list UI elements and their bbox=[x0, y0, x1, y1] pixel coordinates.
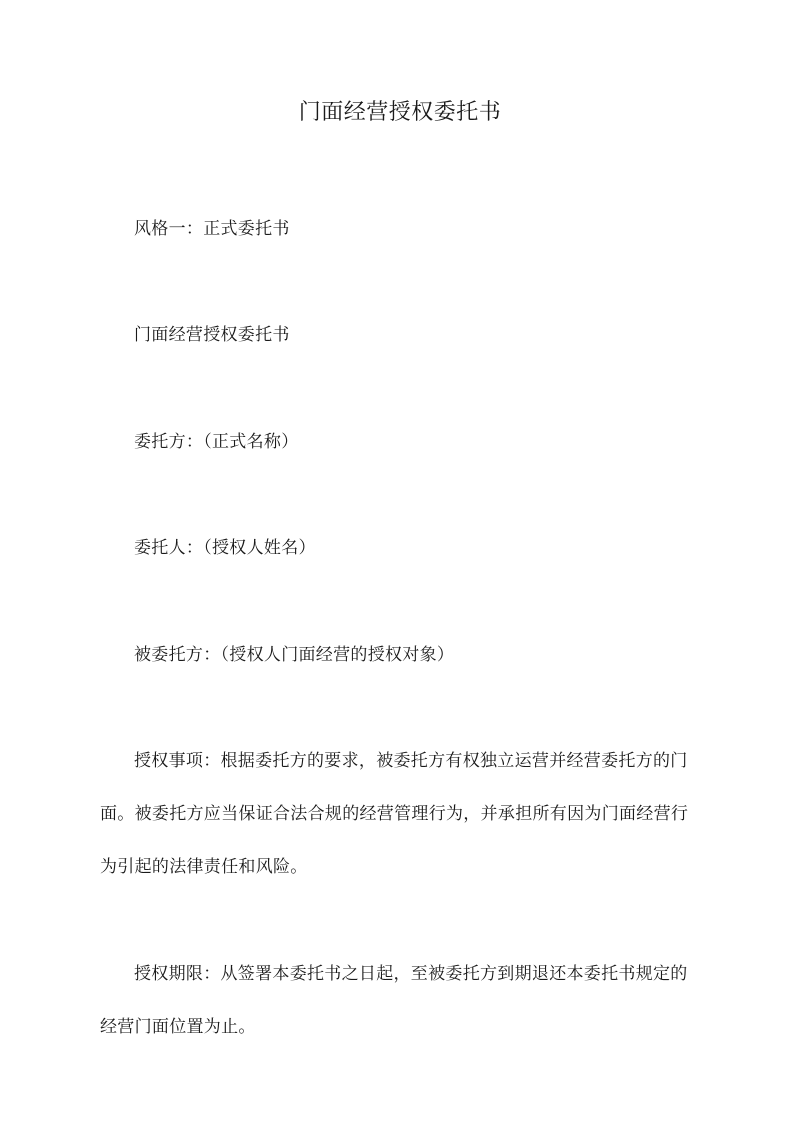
paragraph-authorization-period: 授权期限：从签署本委托书之日起，至被委托方到期退还本委托书规定的经营门面位置为止。 bbox=[100, 964, 688, 1037]
paragraph-agent: 被委托方：（授权人门面经营的授权对象） bbox=[134, 645, 455, 665]
paragraph-subtitle: 门面经营授权委托书 bbox=[134, 325, 290, 345]
paragraph-authorized-matters: 授权事项：根据委托方的要求，被委托方有权独立运营并经营委托方的门面。被委托方应当保证合法合规的经营管理行为，并承担所有因为门面经营行为引起的法律责任和风险。 bbox=[100, 751, 689, 877]
paragraph-style: 风格一：正式委托书 bbox=[134, 219, 290, 239]
paragraph-principal: 委托方：（正式名称） bbox=[134, 432, 299, 452]
document-title: 门面经营授权委托书 bbox=[298, 100, 502, 125]
paragraph-authorizer: 委托人：（授权人姓名） bbox=[134, 538, 316, 558]
